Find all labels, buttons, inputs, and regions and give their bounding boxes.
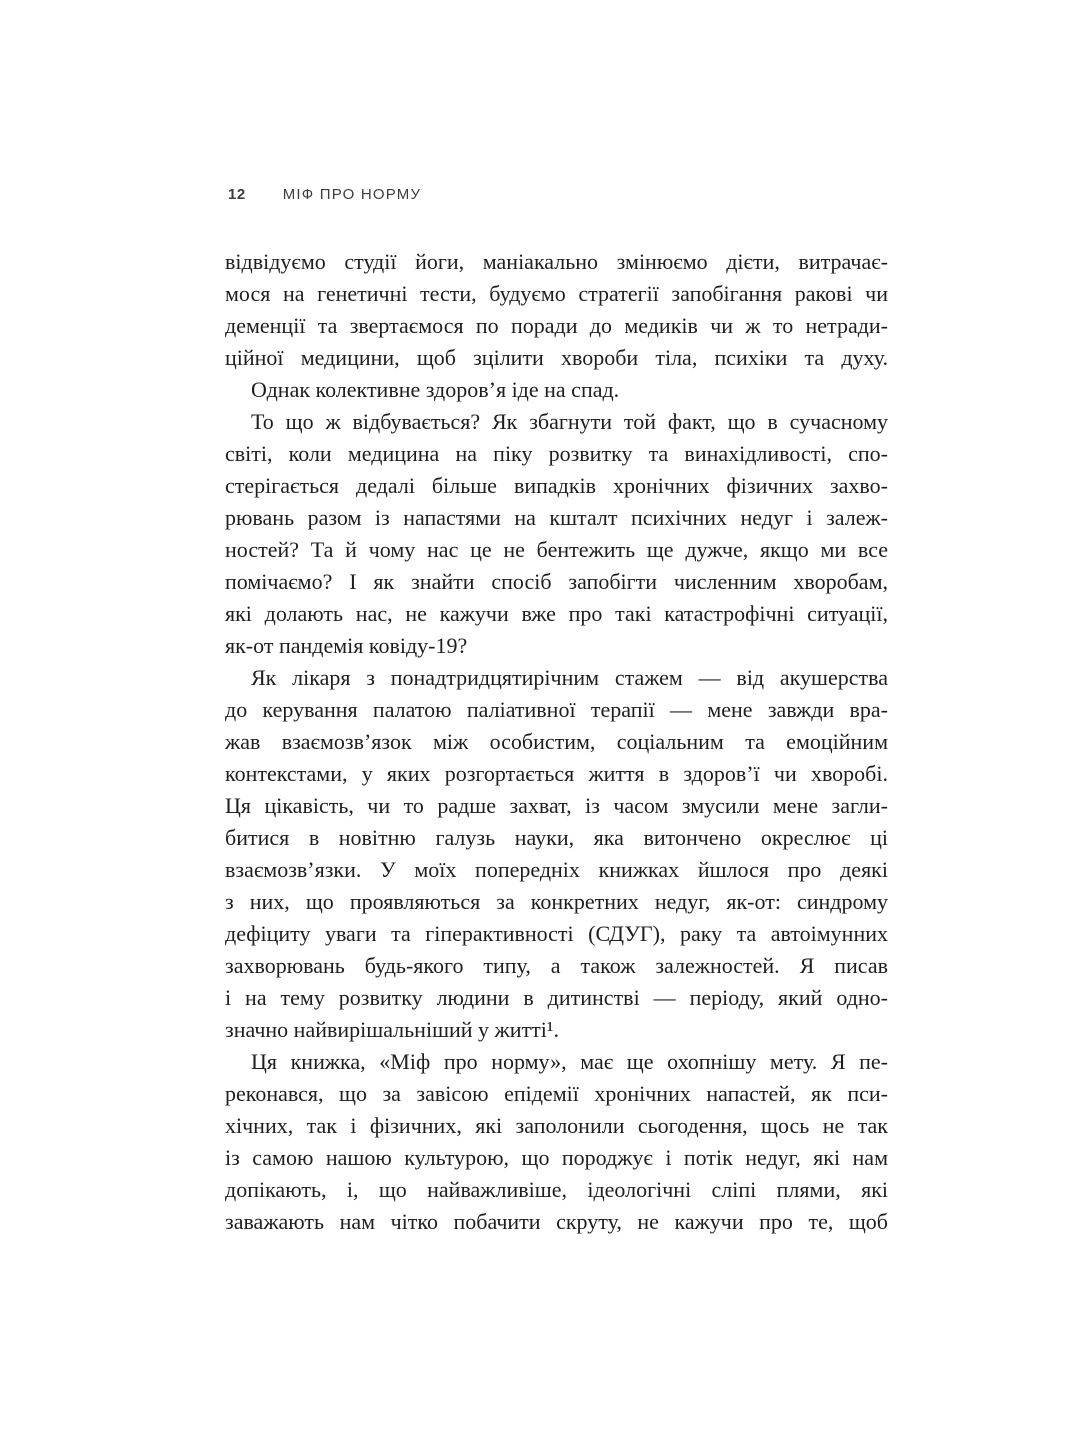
text-line: і на тему розвитку людини в дитинстві — періоду, який одно- [225, 985, 888, 1010]
text-line: до керування палатою паліативної терапії — мене завжди вра- [225, 697, 888, 722]
text-line: які долають нас, не кажучи вже про такі катастрофічні ситуації, [225, 601, 888, 626]
page-header [228, 186, 421, 203]
text-line: допікають, і, що найважливіше, ідеологічні сліпі плями, які [225, 1177, 888, 1202]
text-line: відвідуємо студії йоги, маніакально змінюємо дієти, витрачає- [225, 249, 888, 274]
text-line: помічаємо? І як знайти спосіб запобігти численним хворобам, [225, 569, 888, 594]
text-line: значно найвирішальніший у житті¹. [225, 1017, 559, 1042]
text-line: То що ж відбувається? Як збагнути той факт, що в сучасному [251, 409, 888, 434]
text-line: захворювань будь-якого типу, а також залежностей. Я писав [225, 953, 888, 978]
text-line: стерігається дедалі більше випадків хронічних фізичних захво- [225, 473, 888, 498]
text-line: реконався, що за завісою епідемії хронічних напастей, як пси- [225, 1081, 888, 1106]
text-line: Однак колективне здоров’я іде на спад. [251, 377, 620, 402]
text-line: хічних, так і фізичних, які заполонили сьогодення, щось не так [225, 1113, 888, 1138]
text-line: з них, що проявляються за конкретних недуг, як-от: синдрому [225, 889, 888, 914]
text-line: Як лікаря з понадтридцятирічним стажем — від акушерства [251, 665, 888, 690]
text-line: із самою нашою культурою, що породжує і потік недуг, які нам [225, 1145, 888, 1170]
text-line: взаємозв’язки. У моїх попередніх книжках йшлося про деякі [225, 857, 888, 882]
text-line: ційної медицини, щоб зцілити хвороби тіла, психіки та духу. [225, 345, 888, 370]
text-line: світі, коли медицина на піку розвитку та винахідливості, спо- [225, 441, 888, 466]
body-text [225, 246, 888, 1238]
text-line: як-от пандемія ковіду-19? [225, 633, 468, 658]
text-line: жав взаємозв’язок між особистим, соціальним та емоційним [225, 729, 888, 754]
running-title: МІФ ПРО НОРМУ [282, 186, 422, 203]
text-line: Ця книжка, «Міф про норму», має ще охопнішу мету. Я пе- [251, 1049, 888, 1074]
text-line: дефіциту уваги та гіперактивності (СДУГ), раку та автоімунних [225, 921, 888, 946]
text-line: Ця цікавість, чи то радше захват, із часом змусили мене загли- [225, 793, 888, 818]
text-line: ностей? Та й чому нас це не бентежить ще дужче, якщо ми все [225, 537, 888, 562]
text-line: мося на генетичні тести, будуємо стратегії запобігання ракові чи [225, 281, 888, 306]
text-line: битися в новітню галузь науки, яка витончено окреслює ці [225, 825, 888, 850]
text-line: деменції та звертаємося по поради до медиків чи ж то нетради- [225, 313, 888, 338]
text-line: рювань разом із напастями на кшталт психічних недуг і залеж- [225, 505, 888, 530]
page-number: 12 [228, 186, 246, 203]
text-line: заважають нам чітко побачити скруту, не кажучи про те, щоб [225, 1209, 888, 1234]
text-line: контекстами, у яких розгортається життя в здоров’ї чи хворобі. [225, 761, 888, 786]
